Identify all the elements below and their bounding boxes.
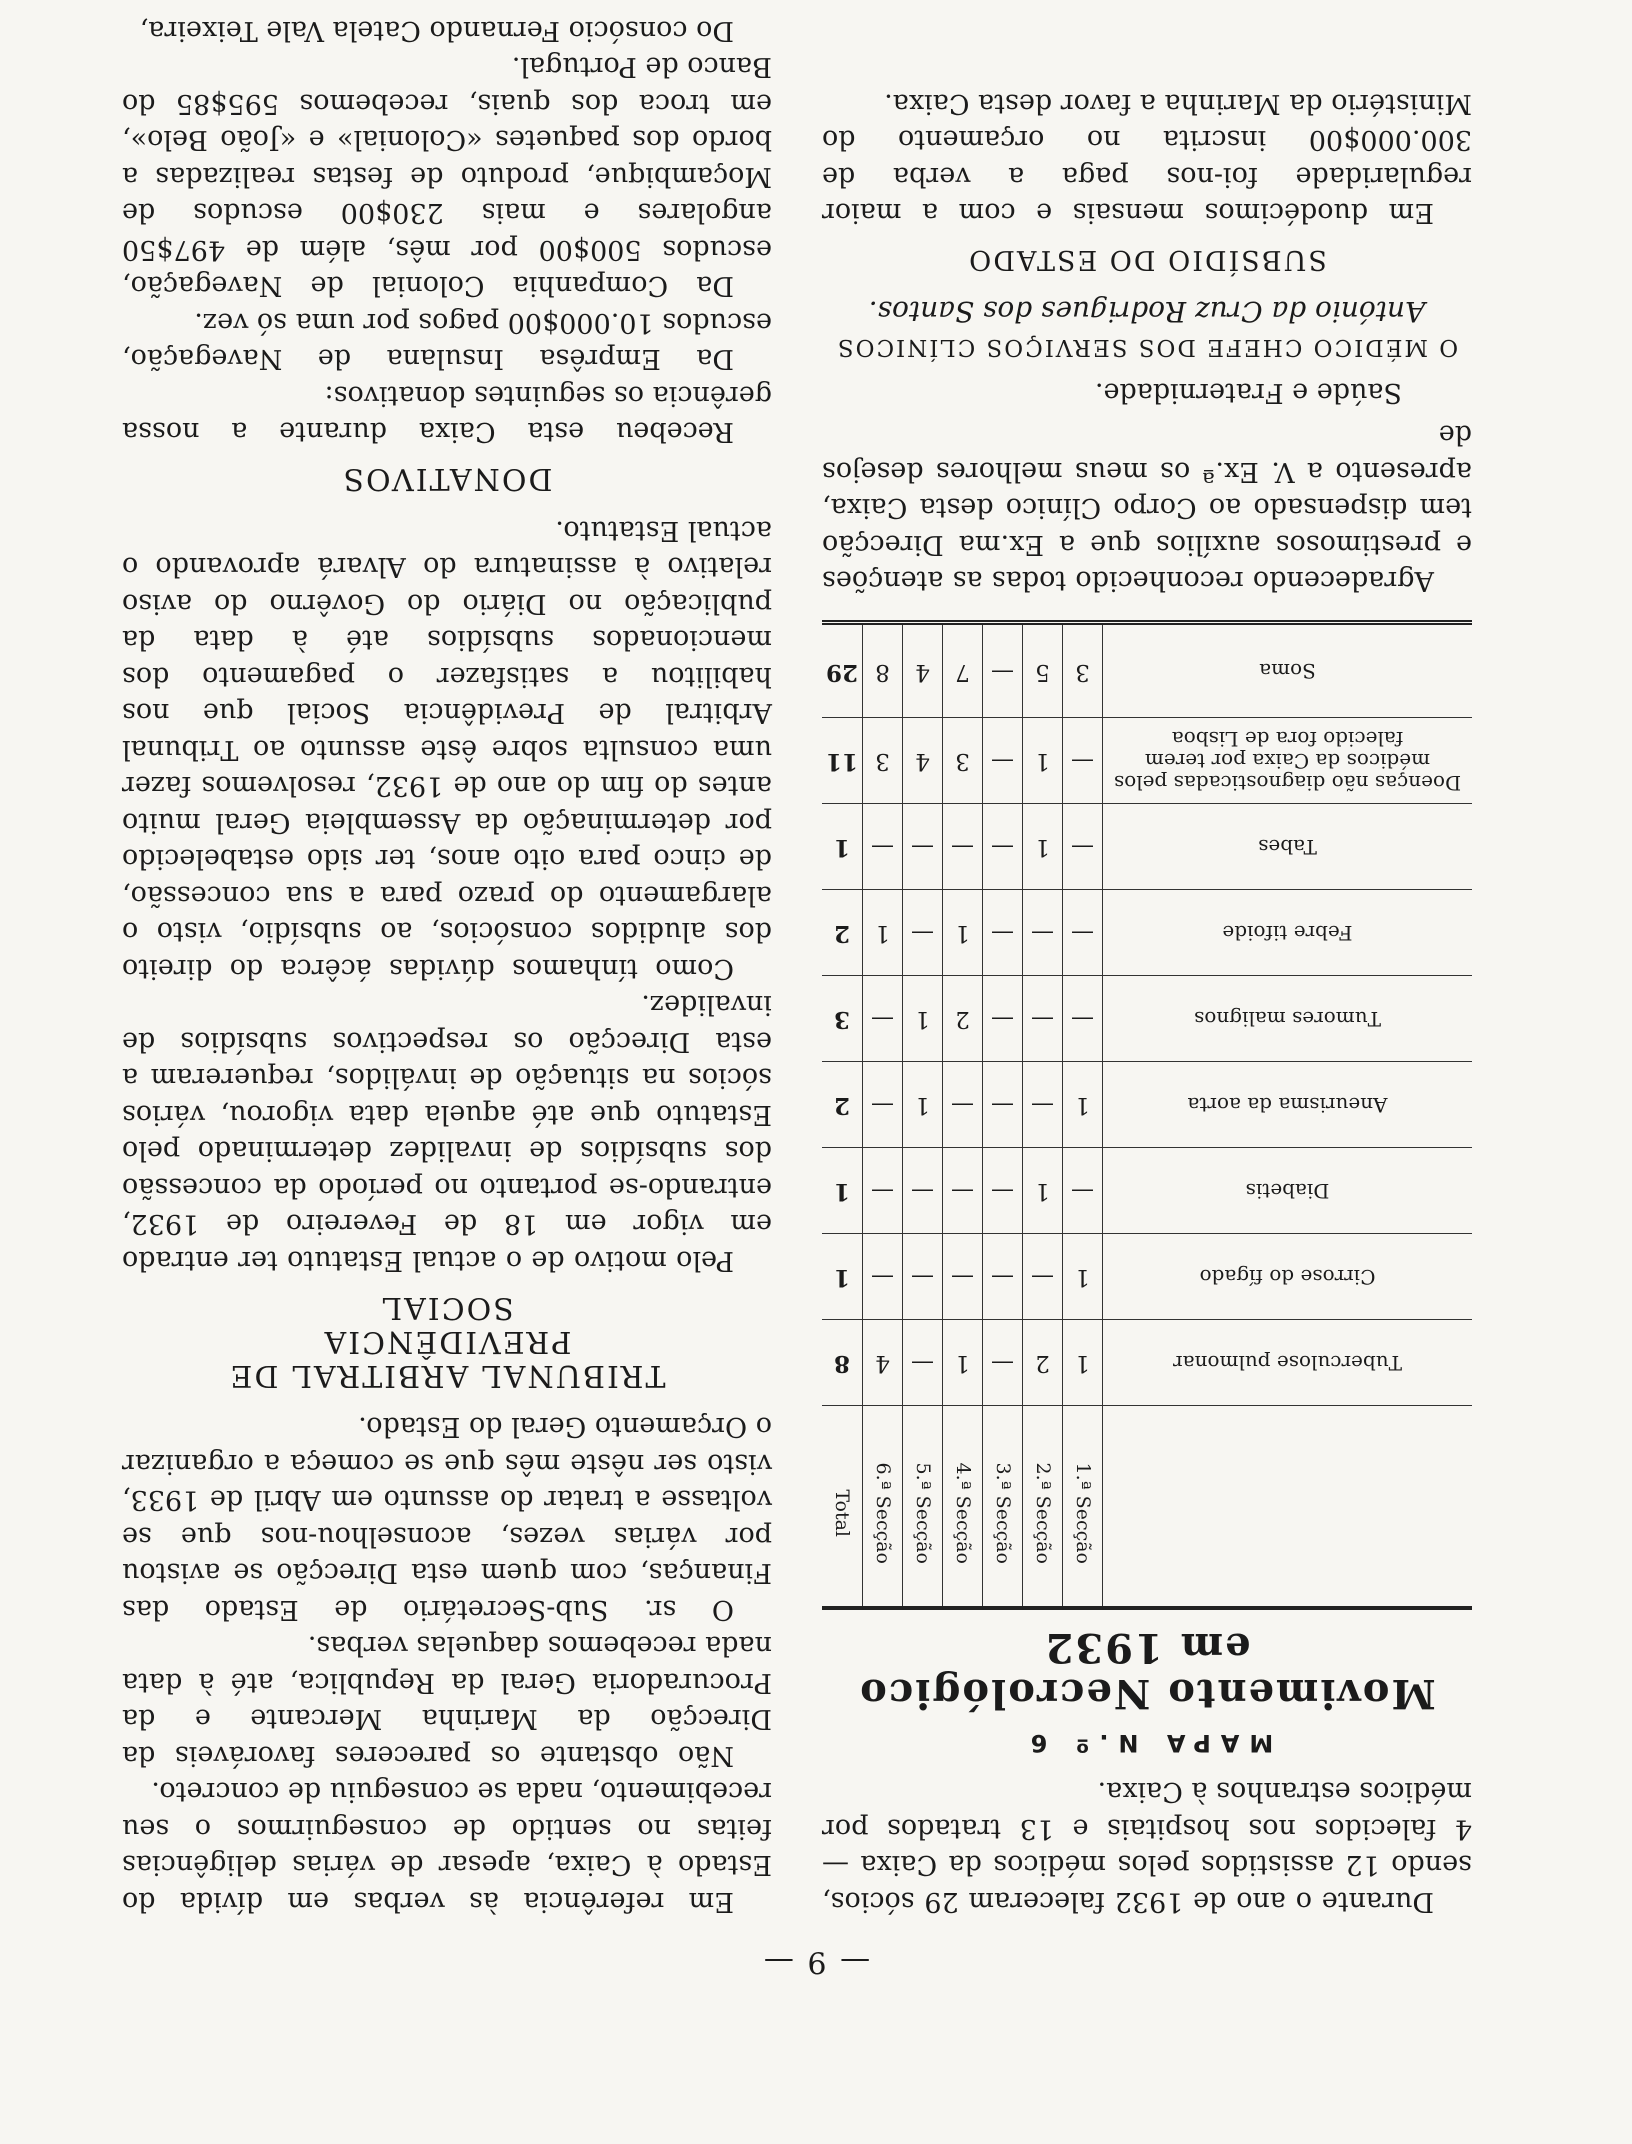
- total-cell: 2: [822, 1062, 863, 1148]
- value-cell: 1: [1023, 1148, 1063, 1234]
- value-cell: 1: [903, 976, 943, 1062]
- total-cell: 8: [822, 1320, 863, 1406]
- header-section-6: 6.ª Secção: [863, 1406, 903, 1609]
- map-subtitle: Movimento Necrológico em 1932: [858, 1624, 1436, 1718]
- value-cell: —: [1063, 1148, 1103, 1234]
- value-cell: —: [1063, 890, 1103, 976]
- value-cell: —: [943, 1148, 983, 1234]
- value-cell: —: [1023, 1062, 1063, 1148]
- value-cell: 4: [903, 718, 943, 804]
- value-cell: 1: [1023, 804, 1063, 890]
- value-cell: 4: [903, 623, 943, 718]
- value-cell: —: [943, 1062, 983, 1148]
- thanks-paragraph: Agradecendo reconhecido todas as atenções e prestimosos auxílios que a Ex.ma Direcção tem dispensado ao Corpo Clínico desta Caixa, apresento a V. Ex.ª os meus melhores desejos de: [822, 419, 1472, 597]
- total-cell: 2: [822, 890, 863, 976]
- disease-cell: Tabes: [1103, 804, 1473, 890]
- table-row: [822, 718, 1472, 804]
- value-cell: 1: [943, 1320, 983, 1406]
- value-cell: 1: [943, 890, 983, 976]
- value-cell: —: [903, 1148, 943, 1234]
- value-cell: —: [863, 804, 903, 890]
- value-cell: —: [983, 623, 1023, 718]
- total-cell: 3: [822, 976, 863, 1062]
- value-cell: 1: [1023, 718, 1063, 804]
- value-cell: —: [1023, 890, 1063, 976]
- header-section-3: 3.ª Secção: [983, 1406, 1023, 1609]
- table-row: [822, 976, 1472, 1062]
- value-cell: —: [983, 804, 1023, 890]
- mortality-table: [822, 621, 1472, 1611]
- value-cell: 1: [1063, 1062, 1103, 1148]
- value-cell: —: [863, 1148, 903, 1234]
- table-row: [822, 1062, 1472, 1148]
- paragraph: Da Emprêsa Insulana de Navegação, escudos 10.000$00 pagos por uma só vez.: [122, 307, 772, 375]
- value-cell: —: [1023, 1234, 1063, 1320]
- total-cell: 1: [822, 804, 863, 890]
- subsidy-heading: SUBSÍDIO DO ESTADO: [967, 244, 1327, 276]
- value-cell: 1: [1063, 1234, 1103, 1320]
- closing-line: Saúde e Fraternidade.: [1094, 377, 1402, 408]
- value-cell: —: [1063, 804, 1103, 890]
- value-cell: 2: [1023, 1320, 1063, 1406]
- value-cell: —: [1063, 718, 1103, 804]
- value-cell: 1: [1063, 1320, 1103, 1406]
- value-cell: —: [863, 976, 903, 1062]
- value-cell: 8: [863, 623, 903, 718]
- tribunal-heading-line-2: SOCIAL: [380, 1290, 514, 1325]
- tribunal-heading-line-1: TRIBUNAL ARBITRAL DE PREVIDÊNCIA: [228, 1324, 666, 1393]
- table-row: [822, 1320, 1472, 1406]
- paragraph: Da Companhia Colonial de Navegação, escudos 500$00 por mês, além de 497$50 angolares e mais 230$00 escudos de Moçambique, produto de festas realizadas a bordo dos paquetes «Colonial» e «João Belo», em troca dos quais, recebemos 595$85 do Banco de Portugal.: [122, 51, 772, 302]
- value-cell: 3: [863, 718, 903, 804]
- paragraph: Pelo motivo de o actual Estatuto ter entrado em vigor em 18 de Fevereiro de 1932, entrando-se portanto no período da concessão dos subsídios de invalidez determinado pelo Estatuto que até aquela data vigorou, vários sócios na situação de inválidos, requereram a esta Direcção os respectivos subsídios de invalidez.: [122, 989, 772, 1276]
- value-cell: —: [983, 1234, 1023, 1320]
- table-row: [822, 1148, 1472, 1234]
- disease-cell: Cirrose do fígado: [1103, 1234, 1473, 1320]
- value-cell: —: [903, 1320, 943, 1406]
- value-cell: —: [983, 976, 1023, 1062]
- signature-name: António da Cruz Rodrigues dos Santos.: [868, 295, 1426, 328]
- value-cell: —: [943, 1234, 983, 1320]
- table-total-row: [822, 623, 1472, 718]
- intro-paragraph: Durante o ano de 1932 faleceram 29 sócios, sendo 12 assistidos pelos médicos da Caixa — 4 falecidos nos hospitais e 13 tratados por médicos estranhos à Caixa.: [822, 1776, 1472, 1917]
- header-section-4: 4.ª Secção: [943, 1406, 983, 1609]
- value-cell: —: [903, 1234, 943, 1320]
- disease-cell: Diabetis: [1103, 1148, 1473, 1234]
- header-total: Total: [822, 1406, 863, 1609]
- value-cell: —: [863, 1062, 903, 1148]
- value-cell: —: [983, 1148, 1023, 1234]
- value-cell: 4: [863, 1320, 903, 1406]
- disease-cell: Tuberculose pulmonar: [1103, 1320, 1473, 1406]
- total-cell: 1: [822, 1234, 863, 1320]
- value-cell: —: [903, 890, 943, 976]
- value-cell: 5: [1023, 623, 1063, 718]
- disease-cell: Febre tifoide: [1103, 890, 1473, 976]
- total-label: Soma: [1103, 623, 1473, 718]
- value-cell: —: [1023, 976, 1063, 1062]
- page-number: — 9 —: [761, 1944, 871, 1979]
- value-cell: 1: [863, 890, 903, 976]
- map-title: MAPA N.º 6: [1020, 1729, 1274, 1757]
- value-cell: 7: [943, 623, 983, 718]
- value-cell: —: [863, 1234, 903, 1320]
- value-cell: 1: [903, 1062, 943, 1148]
- disease-cell: Aneurisma da aorta: [1103, 1062, 1473, 1148]
- value-cell: —: [903, 804, 943, 890]
- paragraph: Como tínhamos dúvidas ácêrca do direito dos aludidos consócios, ao subsídio, visto o alargamento do prazo para a sua concessão, de cinco para oito anos, ter sido estabelecido por determinação da Assembleia Geral muito antes do fim do ano de 1932, resolvemos fazer uma consulta sobre êste assunto ao Tribunal Arbitral de Previdência Social que nos habilitou a satisfazer o pagamento dos mencionados subsídios até à data da publicação no Diário do Govêrno do aviso relativo à assinatura do Alvará aprovando o actual Estatuto.: [122, 515, 772, 984]
- table-row: [822, 890, 1472, 976]
- paragraph: Recebeu esta Caixa durante a nossa gerência os seguintes donativos:: [122, 380, 772, 448]
- value-cell: —: [983, 890, 1023, 976]
- value-cell: 3: [943, 718, 983, 804]
- tribunal-heading: [122, 1290, 772, 1392]
- table-header-row: [822, 1406, 1472, 1609]
- header-section-5: 5.ª Secção: [903, 1406, 943, 1609]
- donativos-heading: DONATIVOS: [341, 461, 553, 497]
- table-row: [822, 1234, 1472, 1320]
- header-section-1: 1.ª Secção: [1063, 1406, 1103, 1609]
- signature-role: O MÉDICO CHEFE DOS SERVIÇOS CLÍNICOS: [835, 334, 1459, 361]
- value-cell: 2: [943, 976, 983, 1062]
- value-cell: —: [1063, 976, 1103, 1062]
- paragraph: Do consócio Fernando Catela Vale Teixeira,: [139, 15, 734, 46]
- value-cell: —: [983, 1062, 1023, 1148]
- table-row: [822, 804, 1472, 890]
- disease-cell: Doenças não diagnosticadas pelos médicos da Caixa por terem falecido fora de Lisboa: [1103, 718, 1473, 804]
- paragraph: Em referência às verbas em dívida do Estado à Caixa, apesar de várias deligências feitas no sentido de conseguirmos o seu recebimento, nada se conseguiu de concreto.: [122, 1776, 772, 1917]
- left-column: [822, 85, 1472, 1920]
- subsidy-paragraph: Em duodécimos mensais e com a maior regularidade foi-nos paga a verba de 300.000$00 inscrita no orçamento do Ministério da Marinha a favor desta Caixa.: [822, 88, 1472, 229]
- disease-cell: Tumores malignos: [1103, 976, 1473, 1062]
- value-cell: —: [943, 804, 983, 890]
- value-cell: —: [983, 718, 1023, 804]
- total-cell: 1: [822, 1148, 863, 1234]
- paragraph: Não obstante os pareceres favoráveis da Direcção da Marinha Mercante e da Procuradoria Geral da Republica, até à data nada recebemos daquelas verbas.: [122, 1630, 772, 1771]
- grand-total-cell: 29: [822, 623, 863, 718]
- right-column: [122, 12, 772, 1920]
- paragraph: O sr. Sub-Secretário de Estado das Finanças, com quem esta Direcção se avistou por várias vezes, aconselhou-nos que se voltasse a tratar do assunto em Abril de 1933, visto ser nêste mês que se começa a organizar o Orçamento Geral do Estado.: [122, 1411, 772, 1625]
- header-section-2: 2.ª Secção: [1023, 1406, 1063, 1609]
- value-cell: —: [983, 1320, 1023, 1406]
- total-cell: 11: [822, 718, 863, 804]
- header-disease: [1103, 1406, 1473, 1609]
- value-cell: 3: [1063, 623, 1103, 718]
